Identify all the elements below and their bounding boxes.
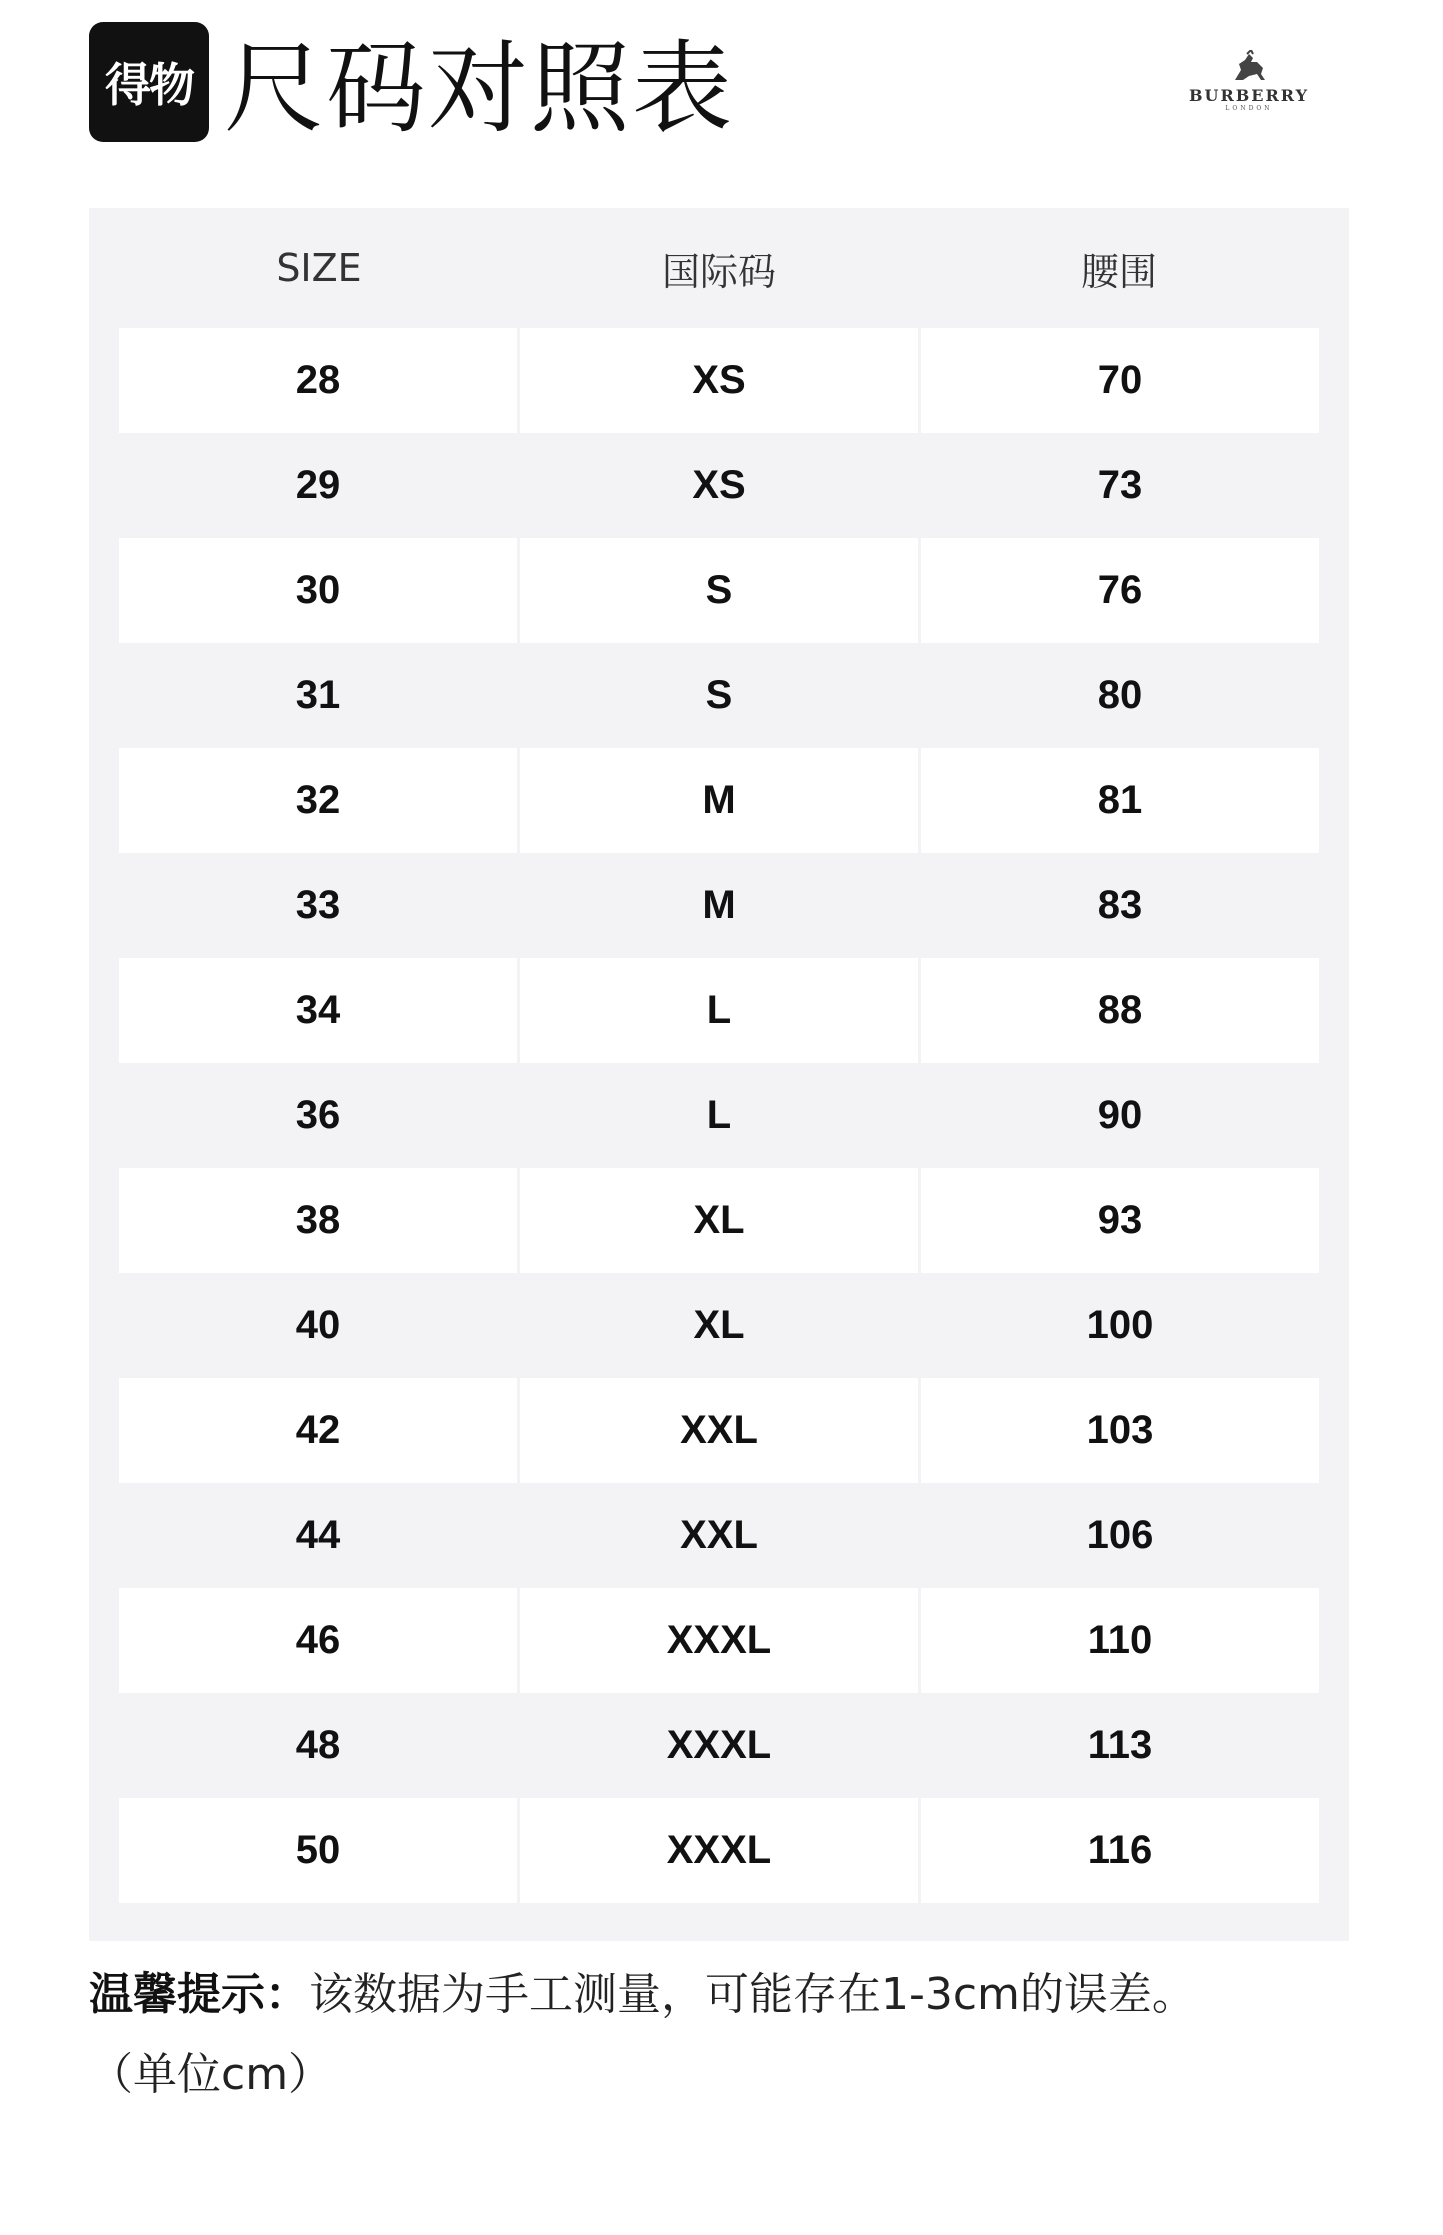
cell-size: 32 xyxy=(119,748,517,853)
size-table xyxy=(89,208,1349,1941)
cell-waist: 113 xyxy=(921,1693,1319,1798)
cell-intl-size: S xyxy=(520,643,918,748)
cell-waist: 76 xyxy=(921,538,1319,643)
cell-size: 36 xyxy=(119,1063,517,1168)
column-header-size: SIZE xyxy=(276,246,362,290)
cell-size: 28 xyxy=(119,328,517,433)
table-row xyxy=(119,433,1319,538)
cell-size: 38 xyxy=(119,1168,517,1273)
cell-waist: 103 xyxy=(921,1378,1319,1483)
table-header xyxy=(119,208,1319,328)
table-body xyxy=(119,328,1319,1903)
cell-size: 40 xyxy=(119,1273,517,1378)
table-row xyxy=(119,853,1319,958)
cell-size: 50 xyxy=(119,1798,517,1903)
brand-sub: LONDON xyxy=(1225,105,1273,112)
cell-waist: 70 xyxy=(921,328,1319,433)
table-row xyxy=(119,328,1319,433)
cell-intl-size: XS xyxy=(520,328,918,433)
table-row xyxy=(119,1063,1319,1168)
table-row xyxy=(119,1588,1319,1693)
cell-waist: 93 xyxy=(921,1168,1319,1273)
cell-waist: 106 xyxy=(921,1483,1319,1588)
cell-intl-size: XXL xyxy=(520,1378,918,1483)
cell-size: 44 xyxy=(119,1483,517,1588)
note-unit: （单位cm） xyxy=(89,2049,333,2100)
cell-waist: 73 xyxy=(921,433,1319,538)
cell-waist: 80 xyxy=(921,643,1319,748)
cell-intl-size: S xyxy=(520,538,918,643)
page-title: 尺码对照表 xyxy=(224,30,734,147)
note-text: 该数据为手工测量，可能存在1-3cm的误差。 xyxy=(309,1969,1196,2020)
cell-intl-size: XXXL xyxy=(520,1588,918,1693)
cell-waist: 116 xyxy=(921,1798,1319,1903)
brand-name: BURBERRY xyxy=(1188,86,1309,105)
table-row xyxy=(119,1693,1319,1798)
table-row xyxy=(119,1798,1319,1903)
cell-intl-size: M xyxy=(520,748,918,853)
header xyxy=(89,22,1349,152)
cell-intl-size: M xyxy=(520,853,918,958)
cell-waist: 100 xyxy=(921,1273,1319,1378)
table-row xyxy=(119,1273,1319,1378)
cell-size: 46 xyxy=(119,1588,517,1693)
cell-size: 48 xyxy=(119,1693,517,1798)
column-header-waist: 腰围 xyxy=(1080,249,1157,294)
cell-intl-size: XXXL xyxy=(520,1693,918,1798)
table-row xyxy=(119,538,1319,643)
cell-waist: 90 xyxy=(921,1063,1319,1168)
cell-intl-size: XL xyxy=(520,1168,918,1273)
dewu-logo: 得物 xyxy=(89,22,209,142)
cell-waist: 110 xyxy=(921,1588,1319,1693)
cell-size: 29 xyxy=(119,433,517,538)
size-note xyxy=(89,1955,1369,2115)
cell-size: 34 xyxy=(119,958,517,1063)
cell-intl-size: XXXL xyxy=(520,1798,918,1903)
note-label: 温馨提示： xyxy=(89,1969,309,2020)
cell-intl-size: L xyxy=(520,1063,918,1168)
table-row xyxy=(119,1378,1319,1483)
cell-size: 31 xyxy=(119,643,517,748)
cell-waist: 81 xyxy=(921,748,1319,853)
burberry-logo xyxy=(1174,50,1324,120)
cell-intl-size: XXL xyxy=(520,1483,918,1588)
table-row xyxy=(119,1168,1319,1273)
cell-waist: 88 xyxy=(921,958,1319,1063)
cell-intl-size: XS xyxy=(520,433,918,538)
table-row xyxy=(119,1483,1319,1588)
cell-intl-size: L xyxy=(520,958,918,1063)
table-row xyxy=(119,643,1319,748)
column-header-intl-size: 国际码 xyxy=(661,249,776,294)
table-row xyxy=(119,748,1319,853)
cell-size: 33 xyxy=(119,853,517,958)
cell-size: 42 xyxy=(119,1378,517,1483)
equestrian-knight-icon xyxy=(1227,50,1271,84)
cell-size: 30 xyxy=(119,538,517,643)
cell-intl-size: XL xyxy=(520,1273,918,1378)
table-row xyxy=(119,958,1319,1063)
cell-waist: 83 xyxy=(921,853,1319,958)
